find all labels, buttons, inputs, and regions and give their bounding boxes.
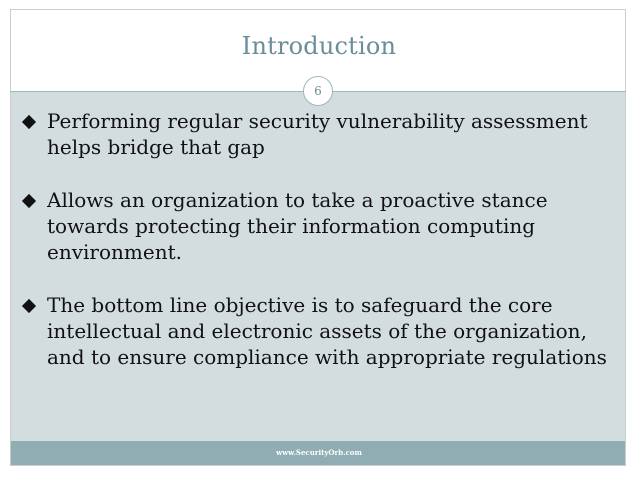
page-number-badge: 6	[303, 76, 333, 106]
bullet-item	[22, 292, 622, 370]
bullet-text: Performing regular security vulnerability assessment helps bridge that gap	[47, 109, 588, 159]
bullet-item	[22, 108, 622, 160]
diamond-bullet-icon	[22, 299, 36, 313]
slide-title: Introduction	[241, 32, 397, 60]
bullet-text: Allows an organization to take a proactive stance towards protecting their information computing environment.	[47, 188, 548, 264]
bullet-list	[22, 108, 622, 397]
diamond-bullet-icon	[22, 115, 36, 129]
footer-url: www.SecurityOrb.com	[276, 448, 362, 457]
diamond-bullet-icon	[22, 194, 36, 208]
bullet-item	[22, 187, 622, 265]
bullet-text: The bottom line objective is to safeguard the core intellectual and electronic assets of the organization, and to ensure compliance with appropriate regulations	[47, 293, 607, 369]
